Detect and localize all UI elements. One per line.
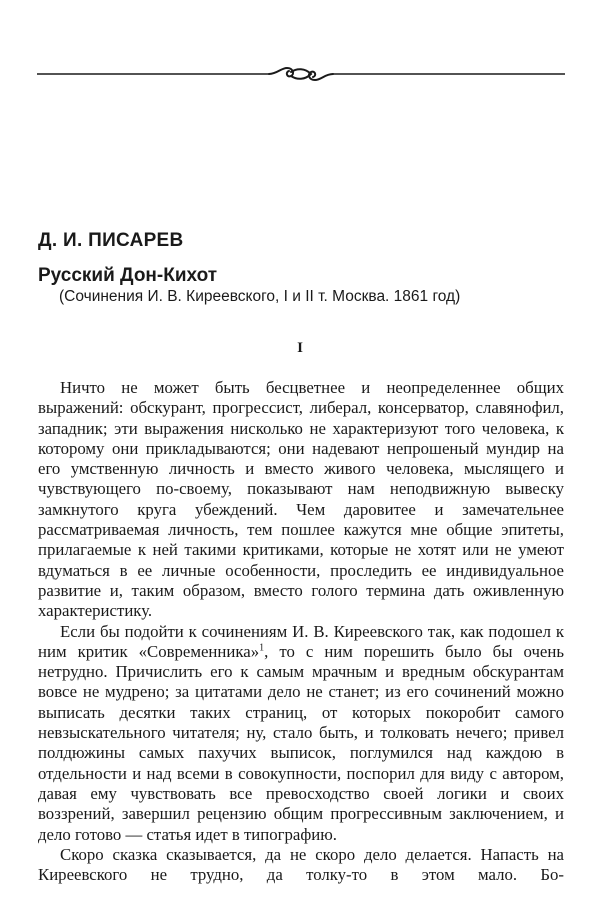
- paragraph-2: [38, 622, 564, 845]
- paragraph-3: Скоро сказка сказывается, да не скоро дело делается. Напасть на Киреевского не трудно, да толку-то в этом мало. Бо-: [38, 844, 564, 885]
- paragraph-2-text-end: , то с ним порешить было бы очень нетрудно. Причислить его к самым мрачным и вредным обскурантам вовсе не мудрено; за цитатами дело не станет; из его сочинений можно выписать десятки таких страниц, от которых покоробит самого невзыскательного читателя; ну, стало быть, и толковать нечего; привел полдюжины самых пахучих выписок, поглумился над каждою в отдельности и над всеми в совокупности, поспорил для виду с автором, давая ему чувствовать все превосходство своей логики и своих воззрений, завершил рецензию общим прогрессивным заключением, и дело готово — статья идет в типографию.: [38, 641, 564, 844]
- flourish-ornament-icon: [269, 68, 333, 80]
- paragraph-2-text-start: Если бы подойти к сочинениям И. В. Киреевского так, как подошел к ним критик «Современника»: [38, 621, 564, 661]
- chapter-number: I: [297, 340, 303, 356]
- footnote-marker[interactable]: 1: [259, 642, 265, 654]
- author-heading: Д. И. ПИСАРЕВ: [38, 230, 184, 251]
- work-title: Русский Дон-Кихот: [38, 265, 218, 286]
- ornamental-rule: [37, 62, 565, 86]
- paragraph-1: Ничто не может быть бесцветнее и неопределеннее общих выражений: обскурант, прогрессист, либерал, консерватор, славянофил, западник; эти выражения нисколько не характеризуют того человека, к которому они прикладываются; они надевают непрошеный мундир на его умственную личность и вместо живого человека, мыслящего и чувствующего по-своему, показывают нам неподвижную вывеску замкнутого круга убеждений. Чем даровитее и замечательнее рассматриваемая личность, тем пошлее кажутся мне общие эпитеты, прилагаемые к ней такими критиками, которые не хотят или не умеют вдуматься в ее личные особенности, проследить ее индивидуальное развитие и, таким образом, вместо голого термина дать оживленную характеристику.: [38, 378, 564, 621]
- work-subtitle: (Сочинения И. В. Киреевского, I и II т. Москва. 1861 год): [59, 288, 461, 305]
- article-body: [38, 378, 564, 885]
